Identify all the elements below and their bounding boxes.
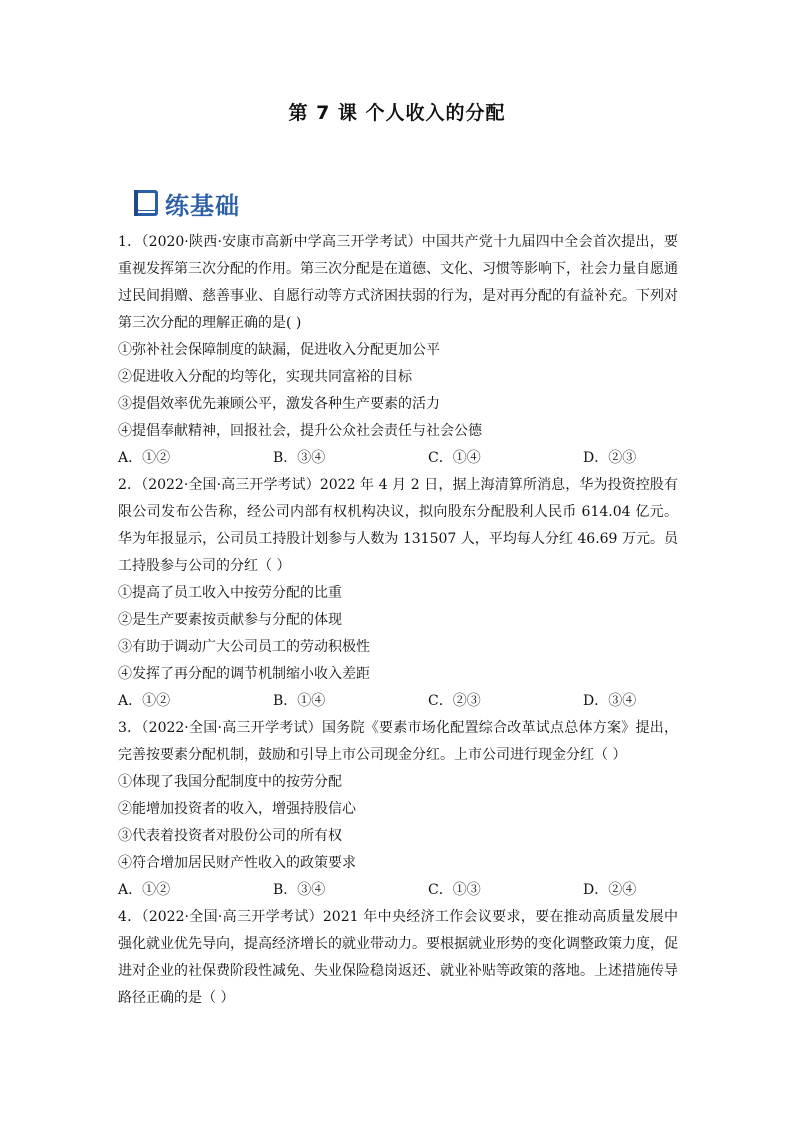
question-stem: 3．（2022·全国·高三开学考试）国务院《要素市场化配置综合改革试点总体方案》提出，完善按要素分配机制，鼓励和引导上市公司现金分红。上市公司进行现金分红（ ） (118, 720, 678, 763)
answer-choices (118, 688, 678, 715)
statement-item: ②能增加投资者的收入，增强持股信心 (118, 801, 356, 817)
statement-item: ②是生产要素按贡献参与分配的体现 (118, 612, 342, 628)
section-label: 练基础 (165, 191, 240, 220)
answer-choice[interactable]: A．①② (118, 882, 171, 898)
book-icon (133, 189, 159, 217)
answer-choice[interactable]: B．③④ (273, 450, 326, 466)
statement-item: ③提倡效率优先兼顾公平，激发各种生产要素的活力 (118, 396, 440, 412)
answer-choices (118, 877, 678, 904)
statement-item: ④提倡奉献精神，回报社会，提升公众社会责任与社会公德 (118, 423, 482, 439)
question-2 (118, 472, 678, 715)
answer-choice[interactable]: A．①② (118, 450, 171, 466)
question-stem: 1．（2020·陕西·安康市高新中学高三开学考试）中国共产党十九届四中全会首次提出，要重视发挥第三次分配的作用。第三次分配是在道德、文化、习惯等影响下，社会力量自愿通过民间捐赠、慈善事业、自愿行动等方式济困扶弱的行为，是对再分配的有益补充。下列对第三次分配的理解正确的是( ) (118, 234, 678, 331)
answer-choice[interactable]: D．②③ (583, 450, 637, 466)
question-4 (118, 904, 678, 1012)
question-stem: 4．（2022·全国·高三开学考试）2021 年中央经济工作会议要求，要在推动高质量发展中强化就业优先导向，提高经济增长的就业带动力。要根据就业形势的变化调整政策力度，促进对企业的社保费阶段性减免、失业保险稳岗返还、就业补贴等政策的落地。上述措施传导路径正确的是（ ） (118, 909, 678, 1006)
answer-choices (118, 445, 678, 472)
question-list (118, 229, 678, 1012)
statement-item: ③代表着投资者对股份公司的所有权 (118, 828, 342, 844)
statement-item: ④符合增加居民财产性收入的政策要求 (118, 855, 356, 871)
question-stem: 2．（2022·全国·高三开学考试）2022 年 4 月 2 日，据上海清算所消息，华为投资控股有限公司发布公告称，经公司内部有权机构决议，拟向股东分配股利人民币 614.04 亿元。华为年报显示，公司员工持股计划参与人数为 131507 人，平均每人分红 46.69 万元。员工持股参与公司的分红（ ） (118, 477, 678, 574)
answer-choice[interactable]: C．②③ (428, 693, 481, 709)
statement-item: ①弥补社会保障制度的缺漏，促进收入分配更加公平 (118, 342, 440, 358)
statement-item: ①提高了员工收入中按劳分配的比重 (118, 585, 342, 601)
answer-choice[interactable]: D．②④ (583, 882, 637, 898)
question-1 (118, 229, 678, 472)
question-3 (118, 715, 678, 904)
statement-item: ①体现了我国分配制度中的按劳分配 (118, 774, 342, 790)
statement-item: ③有助于调动广大公司员工的劳动积极性 (118, 639, 370, 655)
answer-choice[interactable]: B．①④ (273, 693, 326, 709)
page-title: 第 7 课 个人收入的分配 (288, 102, 506, 124)
answer-choice[interactable]: A．①② (118, 693, 171, 709)
answer-choice[interactable]: C．①④ (428, 450, 481, 466)
answer-choice[interactable]: B．③④ (273, 882, 326, 898)
section-header (133, 186, 240, 220)
answer-choice[interactable]: D．③④ (583, 693, 637, 709)
statement-item: ④发挥了再分配的调节机制缩小收入差距 (118, 666, 370, 682)
statement-item: ②促进收入分配的均等化，实现共同富裕的目标 (118, 369, 412, 385)
answer-choice[interactable]: C．①③ (428, 882, 481, 898)
